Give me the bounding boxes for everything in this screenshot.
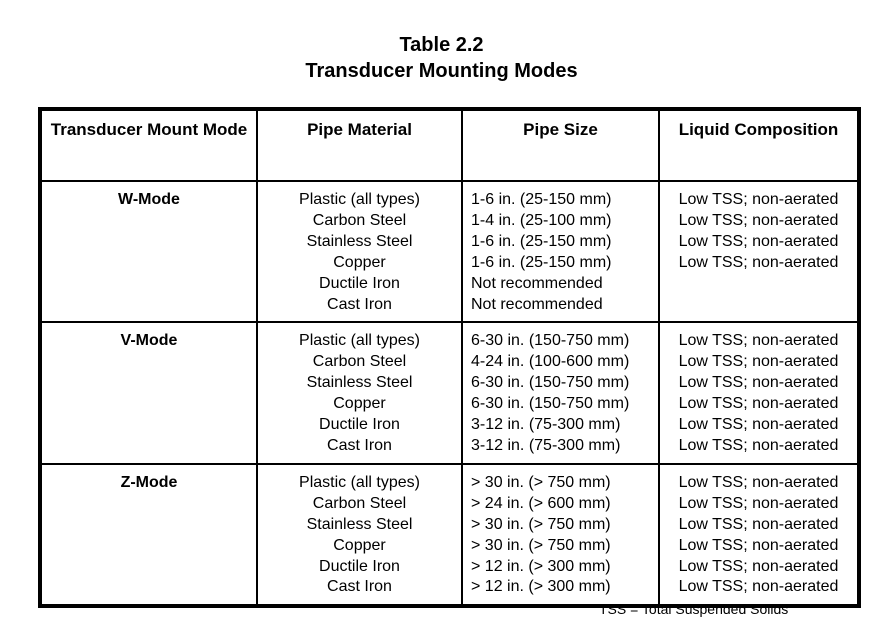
size-line: > 30 in. (> 750 mm) bbox=[471, 473, 611, 491]
size-line: > 30 in. (> 750 mm) bbox=[471, 536, 611, 554]
liquid-line: Low TSS; non-aerated bbox=[678, 473, 839, 491]
size-line: > 12 in. (> 300 mm) bbox=[471, 557, 611, 575]
liquid-cell bbox=[659, 181, 859, 322]
size-line: 1-4 in. (25-100 mm) bbox=[471, 211, 612, 229]
size-line: 6-30 in. (150-750 mm) bbox=[471, 332, 630, 350]
material-line: Ductile Iron bbox=[319, 274, 400, 292]
liquid-cell bbox=[659, 322, 859, 463]
material-line: Plastic (all types) bbox=[299, 473, 420, 491]
liquid-line: Low TSS; non-aerated bbox=[678, 578, 839, 596]
header-pipe-material: Pipe Material bbox=[257, 109, 462, 181]
header-liquid-composition: Liquid Composition bbox=[659, 109, 859, 181]
size-line: 3-12 in. (75-300 mm) bbox=[471, 436, 621, 454]
material-line: Cast Iron bbox=[327, 295, 392, 313]
liquid-cell bbox=[659, 464, 859, 606]
size-line: 1-6 in. (25-150 mm) bbox=[471, 232, 612, 250]
size-cell bbox=[462, 464, 659, 606]
liquid-line: Low TSS; non-aerated bbox=[678, 253, 839, 271]
material-line: Carbon Steel bbox=[312, 353, 407, 371]
table-title: Transducer Mounting Modes bbox=[305, 60, 578, 82]
size-line: 6-30 in. (150-750 mm) bbox=[471, 374, 630, 392]
liquid-line: Low TSS; non-aerated bbox=[678, 211, 839, 229]
table-row-v-mode bbox=[40, 322, 859, 463]
material-line: Ductile Iron bbox=[319, 557, 400, 575]
mode-cell: V-Mode bbox=[40, 322, 257, 463]
mode-cell: W-Mode bbox=[40, 181, 257, 322]
header-mount-mode: Transducer Mount Mode bbox=[40, 109, 257, 181]
table-caption bbox=[0, 32, 883, 84]
liquid-line: Low TSS; non-aerated bbox=[678, 332, 839, 350]
material-cell bbox=[257, 181, 462, 322]
material-line: Copper bbox=[333, 253, 386, 271]
material-line: Carbon Steel bbox=[312, 211, 407, 229]
size-cell bbox=[462, 181, 659, 322]
size-line: > 24 in. (> 600 mm) bbox=[471, 494, 611, 512]
material-line: Carbon Steel bbox=[312, 494, 407, 512]
table-row-w-mode bbox=[40, 181, 859, 322]
material-line: Plastic (all types) bbox=[299, 332, 420, 350]
material-line: Copper bbox=[333, 395, 386, 413]
size-line: 1-6 in. (25-150 mm) bbox=[471, 253, 612, 271]
material-line: Cast Iron bbox=[327, 436, 392, 454]
size-line: 3-12 in. (75-300 mm) bbox=[471, 416, 621, 434]
size-line: 4-24 in. (100-600 mm) bbox=[471, 353, 630, 371]
size-cell bbox=[462, 322, 659, 463]
size-line: 6-30 in. (150-750 mm) bbox=[471, 395, 630, 413]
mounting-modes-table bbox=[38, 107, 861, 608]
table-row-z-mode bbox=[40, 464, 859, 606]
liquid-line: Low TSS; non-aerated bbox=[678, 395, 839, 413]
liquid-line: Low TSS; non-aerated bbox=[678, 191, 839, 208]
material-line: Ductile Iron bbox=[319, 416, 400, 434]
liquid-line: Low TSS; non-aerated bbox=[678, 515, 839, 533]
liquid-line: Low TSS; non-aerated bbox=[678, 557, 839, 575]
liquid-line: Low TSS; non-aerated bbox=[678, 416, 839, 434]
material-line: Stainless Steel bbox=[306, 374, 413, 392]
size-line: > 12 in. (> 300 mm) bbox=[471, 578, 611, 596]
liquid-line: Low TSS; non-aerated bbox=[678, 374, 839, 392]
material-line: Stainless Steel bbox=[306, 515, 413, 533]
header-pipe-size: Pipe Size bbox=[462, 109, 659, 181]
footnote: TSS = Total Suspended Solids bbox=[599, 601, 789, 617]
liquid-line: Low TSS; non-aerated bbox=[678, 232, 839, 250]
liquid-line: Low TSS; non-aerated bbox=[678, 436, 839, 454]
size-line: Not recommended bbox=[471, 274, 603, 292]
liquid-line: Low TSS; non-aerated bbox=[678, 536, 839, 554]
material-line: Plastic (all types) bbox=[299, 191, 420, 208]
size-line: 1-6 in. (25-150 mm) bbox=[471, 191, 612, 208]
size-line: Not recommended bbox=[471, 295, 603, 313]
size-line: > 30 in. (> 750 mm) bbox=[471, 515, 611, 533]
mode-cell: Z-Mode bbox=[120, 473, 178, 491]
liquid-line: Low TSS; non-aerated bbox=[678, 494, 839, 512]
table-number: Table 2.2 bbox=[399, 34, 484, 56]
liquid-line: Low TSS; non-aerated bbox=[678, 353, 839, 371]
material-line: Stainless Steel bbox=[306, 232, 413, 250]
material-line: Copper bbox=[333, 536, 386, 554]
material-line: Cast Iron bbox=[327, 578, 392, 596]
material-cell bbox=[257, 322, 462, 463]
header-row bbox=[40, 109, 859, 181]
material-cell bbox=[257, 464, 462, 606]
